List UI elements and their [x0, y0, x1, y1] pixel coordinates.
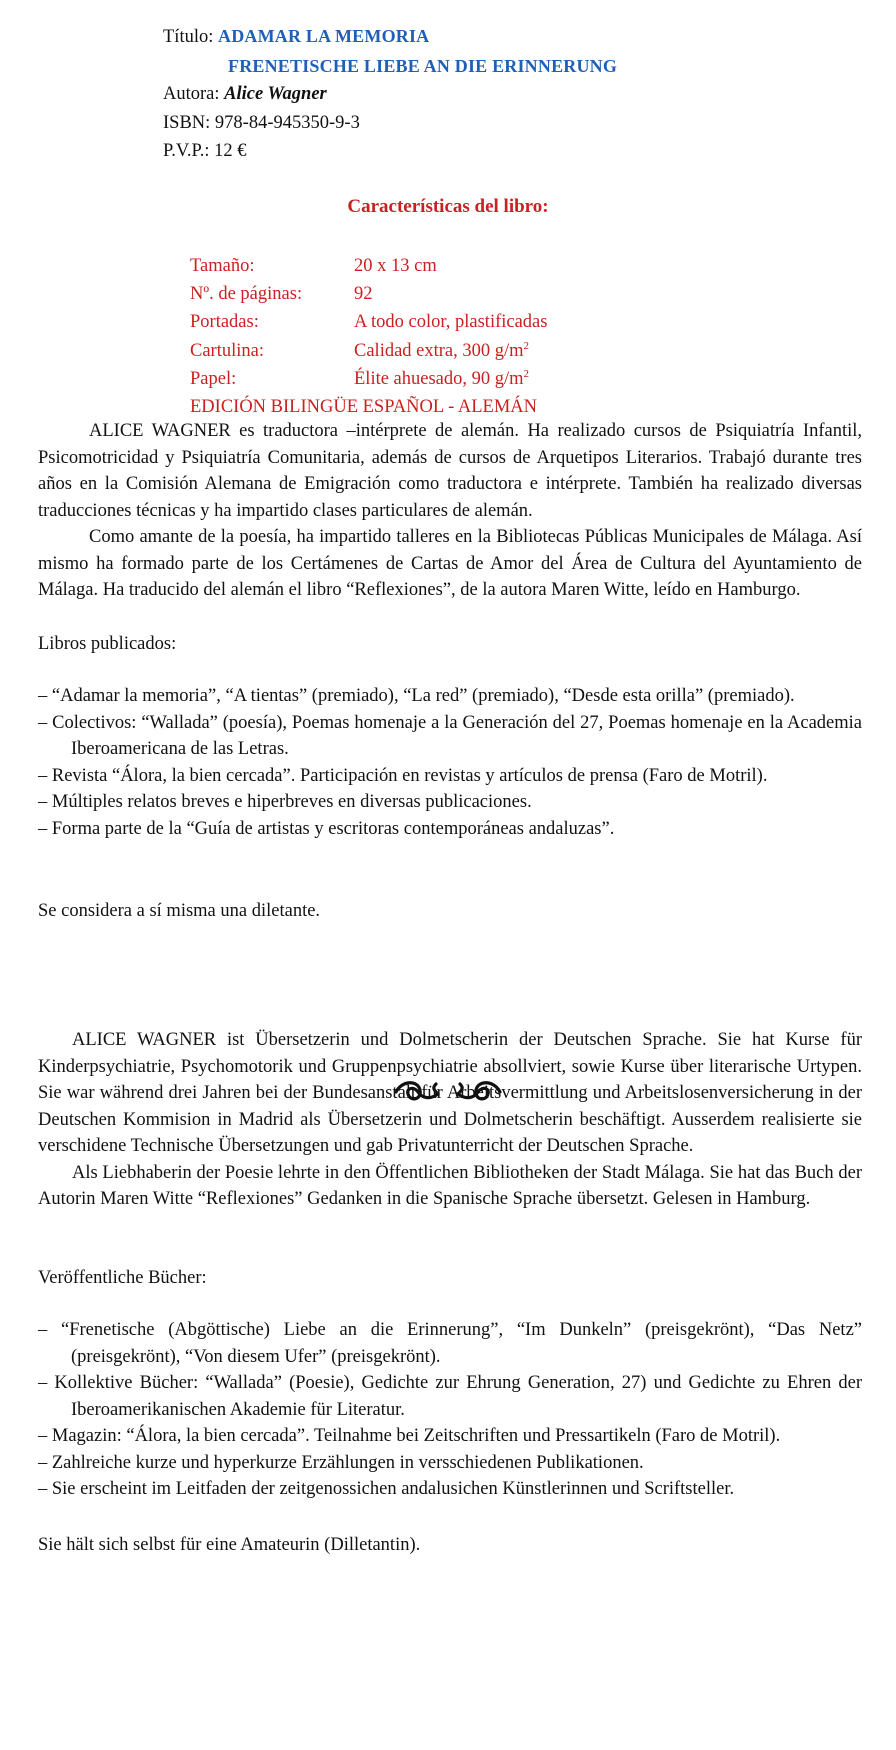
- german-closing: Sie hält sich selbst für eine Amateurin (Dilletantin).: [38, 1535, 421, 1555]
- author-row: [163, 80, 617, 109]
- feature-key: Portadas:: [190, 312, 259, 333]
- isbn-value: 978-84-945350-9-3: [214, 112, 360, 133]
- feature-row-pages: [190, 280, 547, 308]
- price-value: 12 €: [214, 141, 247, 161]
- list-item: – Múltiples relatos breves e hiperbreves en diversas publicaciones.: [38, 792, 532, 812]
- isbn-label: ISBN:: [163, 112, 211, 133]
- german-books-heading-block: [38, 1265, 862, 1292]
- spanish-books-heading: Libros publicados:: [38, 634, 177, 654]
- feature-value-text: Calidad extra, 300 g/m: [354, 340, 524, 361]
- feature-key: Nº. de páginas:: [190, 284, 303, 305]
- spanish-closing: Se considera a sí misma una diletante.: [38, 901, 321, 921]
- title-row: [163, 22, 617, 52]
- features-list: [190, 252, 547, 421]
- feature-value: [354, 337, 529, 365]
- spanish-books-list: [38, 683, 862, 842]
- price-row: [163, 137, 617, 166]
- german-bio-paragraph-1: ALICE WAGNER ist Übersetzerin und Dolmetscherin der Deutschen Sprache. Sie hat Kurse für Kinderpsychiatrie, Psychomotorik und Gruppenpsychiatrie absollviert, sowie Kurse über literarische Urtypen. Sie war während drei Jahren bei der Bundesanstalt für Arbeitsvermittlung und Arbeitslosenversicherung in der Deutschen Kommision in Madrid als Übersetzerin und Dolmetscherin beschäftigt. Ausserdem realisierte sie verschidene Technische Übersetzungen und gab Privatunterricht der Deutschen Sprache.: [38, 1030, 862, 1156]
- list-item: – Kollektive Bücher: “Wallada” (Poesie), Gedichte zur Ehrung Generation, 27) und Gedichte zu Ehren der Iberoamerikanischen Akademie für Literatur.: [38, 1373, 862, 1420]
- feature-key: Tamaño:: [190, 256, 255, 276]
- isbn-row: [163, 109, 617, 138]
- list-item: – “Frenetische (Abgöttische) Liebe an die Erinnerung”, “Im Dunkeln” (preisgekrönt), “Das Netz” (preisgekrönt), “Von diesem Ufer” (preisgekrönt).: [38, 1320, 862, 1367]
- feature-row-paper: [190, 365, 547, 393]
- title-german: FRENETISCHE LIEBE AN DIE ERINNERUNG: [228, 55, 618, 76]
- feature-key: Cartulina:: [190, 340, 264, 361]
- title-row-german: [163, 52, 617, 81]
- german-books-heading: Veröffentliche Bücher:: [38, 1268, 207, 1288]
- bilingual-edition-note: EDICIÓN BILINGÜE ESPAÑOL - ALEMÁN: [190, 397, 538, 418]
- list-item: – Sie erscheint im Leitfaden der zeitgenossichen andalusichen Künstlerinnen und Scriftsteller.: [38, 1479, 735, 1499]
- features-heading: Características del libro:: [347, 196, 549, 217]
- list-item: – Colectivos: “Wallada” (poesía), Poemas homenaje a la Generación del 27, Poemas homenaje en la Academia Iberoamericana de las Letras.: [38, 712, 862, 759]
- german-bio: [38, 1027, 862, 1213]
- feature-value: [354, 365, 529, 393]
- spanish-bio: [38, 418, 862, 604]
- feature-key: Papel:: [190, 368, 237, 389]
- list-item: – “Adamar la memoria”, “A tientas” (premiado), “La red” (premiado), “Desde esta orilla” (premiado).: [38, 686, 795, 706]
- superscript: 2: [523, 367, 530, 380]
- spanish-bio-paragraph-1: ALICE WAGNER es traductora –intérprete de alemán. Ha realizado cursos de Psiquiatría Infantil, Psicomotricidad y Psiquiatría Comunitaria, además de cursos de Arquetipos Literarios. Trabajó durante tres años en la Comisión Alemana de Emigración como traductora e intérprete. También ha realizado diversas traducciones técnicas y ha impartido clases particulares de alemán.: [38, 421, 862, 521]
- feature-value: 92: [354, 284, 373, 305]
- feature-row-cardstock: [190, 337, 547, 365]
- list-item: – Forma parte de la “Guía de artistas y escritoras contemporáneas andaluzas”.: [38, 818, 615, 839]
- list-item: – Revista “Álora, la bien cercada”. Participación en revistas y artículos de prensa (Faro de Motril).: [38, 765, 768, 786]
- list-item: – Zahlreiche kurze und hyperkurze Erzählungen in versschiedenen Publikationen.: [38, 1452, 644, 1473]
- german-books-list: [38, 1317, 862, 1503]
- title-spanish: ADAMAR LA MEMORIA: [218, 26, 430, 46]
- spanish-closing-block: [38, 898, 862, 925]
- superscript: 2: [523, 339, 530, 352]
- book-header: [163, 22, 617, 166]
- feature-row-covers: [190, 308, 547, 336]
- feature-row-size: [190, 252, 547, 280]
- author-label: Autora:: [163, 84, 220, 104]
- list-item: – Magazin: “Álora, la bien cercada”. Teilnahme bei Zeitschriften und Pressartikeln (Faro de Motril).: [38, 1426, 781, 1446]
- german-bio-paragraph-2: Als Liebhaberin der Poesie lehrte in den Öffentlichen Bibliotheken der Stadt Málaga. Sie hat das Buch der Autorin Maren Witte “Reflexiones” Gedanken in die Spanische Sprache übersetzt. Gelesen in Hamburg.: [38, 1162, 862, 1209]
- feature-value: A todo color, plastificadas: [354, 312, 548, 333]
- price-label: P.V.P.:: [163, 141, 210, 161]
- feature-value: 20 x 13 cm: [354, 256, 437, 276]
- title-label: Título:: [163, 27, 214, 47]
- author-name: Alice Wagner: [224, 84, 327, 104]
- feature-value-text: Élite ahuesado, 90 g/m: [354, 368, 524, 389]
- spanish-bio-paragraph-2: Como amante de la poesía, ha impartido talleres en la Bibliotecas Públicas Municipales de Málaga. Así mismo ha formado parte de los Certámenes de Cartas de Amor del Área de Cultura del Ayuntamiento de Málaga. Ha traducido del alemán el libro “Reflexiones”, de la autora Maren Witte, leído en Hamburgo.: [38, 527, 862, 600]
- german-closing-block: [38, 1532, 862, 1559]
- spanish-books-heading-block: [38, 631, 862, 658]
